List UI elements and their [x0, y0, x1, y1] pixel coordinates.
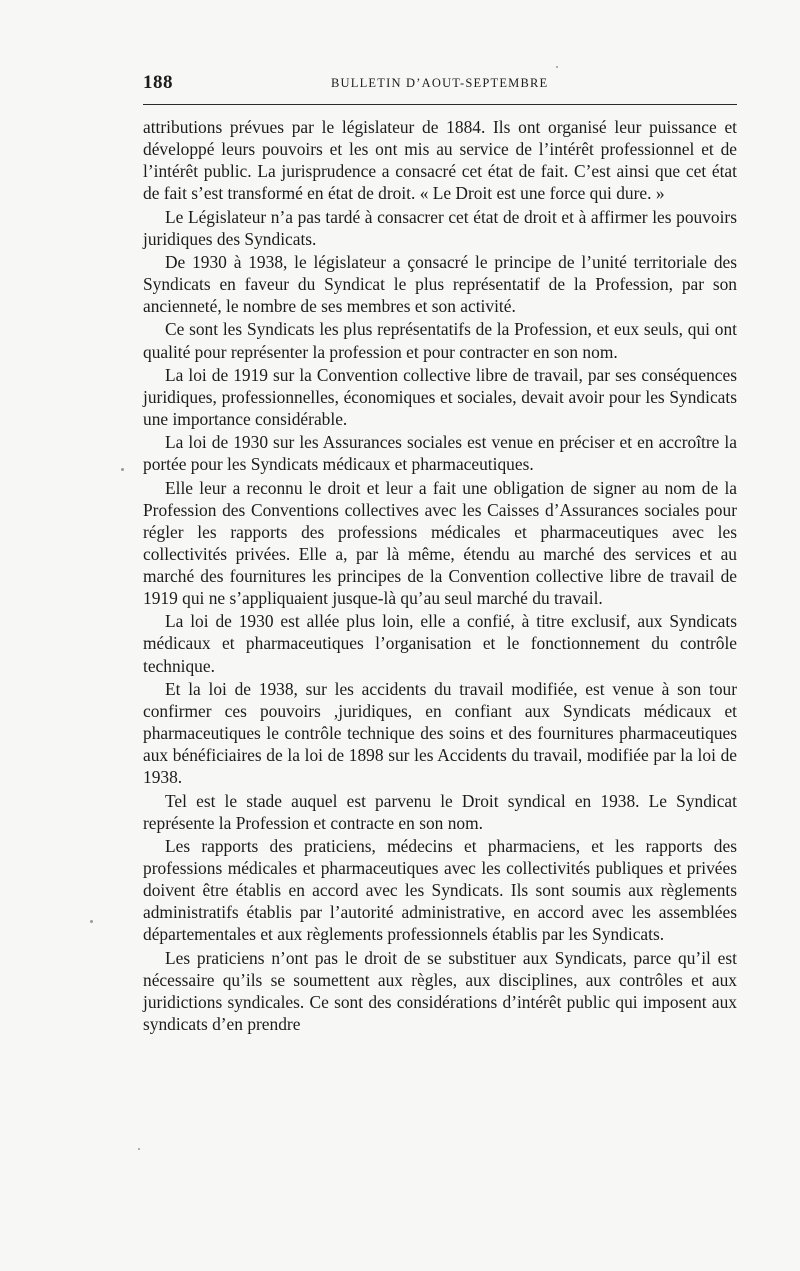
scan-speck — [121, 468, 124, 471]
body-text — [143, 116, 737, 1036]
paragraph-continued: attributions prévues par le législateur de 1884. Ils ont organisé leur puissance et développé leurs pouvoirs et les ont mis au service de l’intérêt professionnel et de l’intérêt public. La jurisprudence a consacré cet état de fait. C’est ainsi que cet état de fait s’est transformé en état de droit. « Le Droit est une force qui dure. » — [143, 117, 737, 204]
paragraph: Le Législateur n’a pas tardé à consacrer cet état de droit et à affirmer les pouvoirs juridiques des Syndicats. — [143, 206, 737, 249]
page-header — [143, 72, 737, 98]
scan-speck — [138, 1148, 140, 1150]
header-rule — [143, 104, 737, 105]
paragraph: Les praticiens n’ont pas le droit de se substituer aux Syndicats, parce qu’il est nécessaire qu’ils se soumettent aux règles, aux disciplines, aux contrôles et aux juridictions syndicales. Ce sont des considérations d’intérêt public qui imposent aux syndicats d’en prendre — [143, 947, 737, 1034]
scan-speck — [90, 920, 93, 923]
paragraph: La loi de 1930 sur les Assurances sociales est venue en préciser et en accroître la portée pour les Syndicats médicaux et pharmaceutiques. — [143, 432, 737, 475]
paragraph: Ce sont les Syndicats les plus représentatifs de la Profession, et eux seuls, qui ont qualité pour représenter la profession et pour contracter en son nom. — [143, 319, 737, 362]
paragraph: Les rapports des praticiens, médecins et pharmaciens, et les rapports des professions médicales et pharmaceutiques avec les collectivités publiques et privées doivent être établis en accord avec les Syndicats. Ils sont soumis aux règlements administratifs établis par l’autorité administrative, en accord avec les assemblées départementales et aux règlements professionnels établis par les Syndicats. — [143, 835, 737, 945]
running-title: BULLETIN D’AOUT-SEPTEMBRE — [331, 76, 549, 90]
paragraph: La loi de 1930 est allée plus loin, elle a confié, à titre exclusif, aux Syndicats médicaux et pharmaceutiques l’organisation et le fonctionnement du contrôle technique. — [143, 611, 737, 676]
paragraph: Tel est le stade auquel est parvenu le Droit syndical en 1938. Le Syndicat représente la Profession et contracte en son nom. — [143, 790, 737, 833]
page-number: 188 — [143, 72, 173, 93]
paragraph: De 1930 à 1938, le législateur a çonsacré le principe de l’unité territoriale des Syndicats en faveur du Syndicat le plus représentatif de la Profession, par son ancienneté, le nombre de ses membres et son activité. — [143, 251, 737, 317]
paragraph: Elle leur a reconnu le droit et leur a fait une obligation de signer au nom de la Profession des Conventions collectives avec les Caisses d’Assurances sociales pour régler les rapports des professions médicales et pharmaceutiques avec les collectivités privées. Elle a, par là même, étendu au marché des services et au marché des fournitures les principes de la Convention collective libre de travail de 1919 qui ne s’appliquaient jusque-là qu’au seul marché du travail. — [143, 477, 737, 609]
paragraph: La loi de 1919 sur la Convention collective libre de travail, par ses conséquences juridiques, professionnelles, économiques et sociales, devait avoir pour les Syndicats une importance considérable. — [143, 364, 737, 429]
paragraph: Et la loi de 1938, sur les accidents du travail modifiée, est venue à son tour confirmer ces pouvoirs ,juridiques, en confiant aux Syndicats médicaux et pharmaceutiques le contrôle technique des soins et des fournitures pharmaceutiques aux bénéficiaires de la loi de 1898 sur les Accidents du travail, modifiée par la loi de 1938. — [143, 678, 737, 788]
scan-speck — [556, 66, 558, 68]
